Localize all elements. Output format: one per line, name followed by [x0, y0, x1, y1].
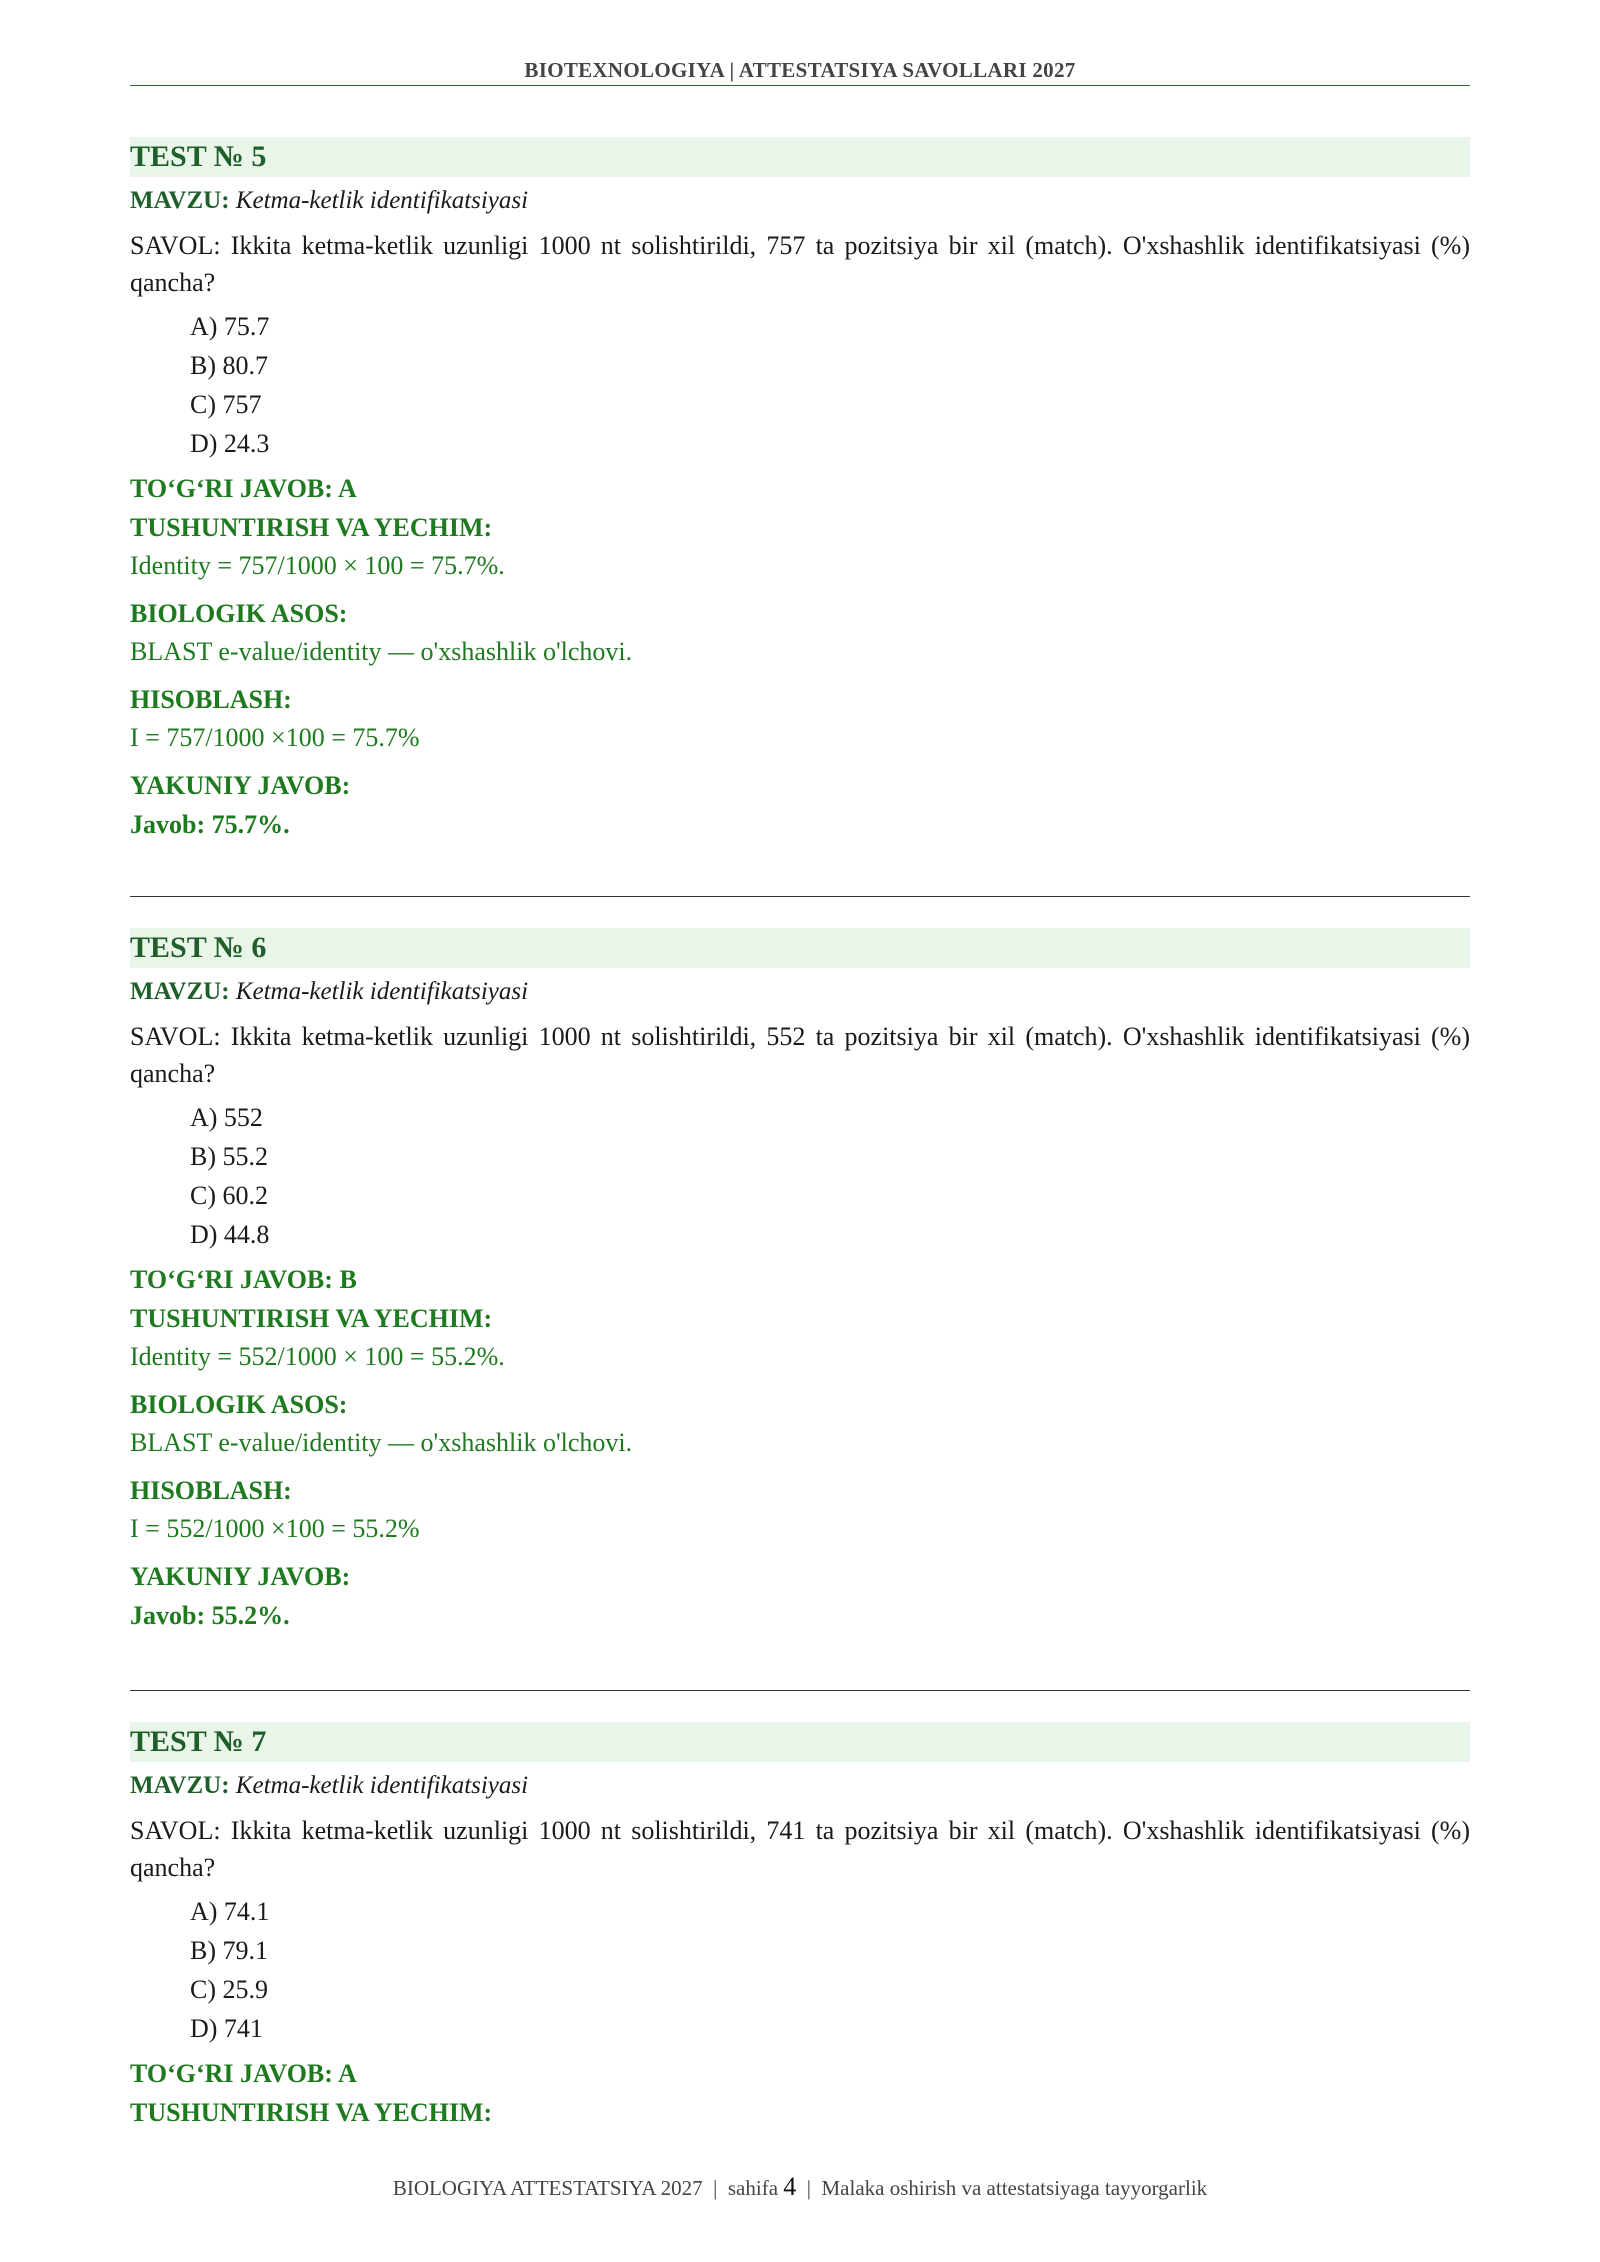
- basis-heading: BIOLOGIK ASOS:: [130, 599, 348, 628]
- topic-line: [130, 976, 1470, 1008]
- test-title: TEST № 6: [130, 928, 1470, 968]
- correct-value: A: [338, 474, 357, 503]
- calc-heading: HISOBLASH:: [130, 685, 292, 714]
- option-c: C) 25.9: [190, 1975, 268, 2004]
- correct-answer: [130, 2054, 1470, 2093]
- calc-text: I = 757/1000 ×100 = 75.7%: [130, 723, 420, 752]
- final-heading: YAKUNIY JAVOB:: [130, 771, 351, 800]
- running-header: BIOTEXNOLOGIYA | ATTESTATSIYA SAVOLLARI 2027: [130, 58, 1470, 86]
- topic-value: Ketma-ketlik identifikatsiyasi: [235, 1772, 529, 1799]
- topic-label: MAVZU:: [130, 187, 230, 214]
- option-a: A) 75.7: [190, 312, 270, 341]
- final-answer: Javob: 55.2%.: [130, 1601, 290, 1630]
- final-answer: Javob: 75.7%.: [130, 810, 290, 839]
- option-a: A) 552: [190, 1103, 263, 1132]
- option-b: B) 79.1: [190, 1936, 268, 1965]
- topic-line: [130, 1770, 1470, 1802]
- footer-page-label: sahifa: [727, 2176, 779, 2200]
- topic-value: Ketma-ketlik identifikatsiyasi: [235, 187, 529, 214]
- explanation-heading: TUSHUNTIRISH VA YECHIM:: [130, 1304, 493, 1333]
- question-text: SAVOL: Ikkita ketma-ketlik uzunligi 1000 nt solishtirildi, 757 ta pozitsiya bir xil (match). O'xshashlik identifikatsiyasi (%) qancha?: [130, 231, 1470, 297]
- page-footer: [130, 2172, 1470, 2202]
- topic-line: [130, 185, 1470, 217]
- option-c: C) 60.2: [190, 1181, 268, 1210]
- question-text: SAVOL: Ikkita ketma-ketlik uzunligi 1000 nt solishtirildi, 741 ta pozitsiya bir xil (match). O'xshashlik identifikatsiyasi (%) qancha?: [130, 1816, 1470, 1882]
- options-list: [130, 1892, 1470, 2048]
- page-number: 4: [783, 2172, 797, 2201]
- topic-value: Ketma-ketlik identifikatsiyasi: [235, 978, 529, 1005]
- test-block: [130, 928, 1470, 1635]
- footer-separator: |: [713, 2176, 718, 2200]
- correct-answer: [130, 469, 1470, 508]
- test-title: TEST № 5: [130, 137, 1470, 177]
- basis-text: BLAST e-value/identity — o'xshashlik o'lchovi.: [130, 1428, 633, 1457]
- calc-heading: HISOBLASH:: [130, 1476, 292, 1505]
- section-divider: [130, 1690, 1470, 1691]
- option-a: A) 74.1: [190, 1897, 270, 1926]
- correct-answer: [130, 1260, 1470, 1299]
- section-divider: [130, 896, 1470, 897]
- option-d: D) 741: [190, 2014, 263, 2043]
- test-block: [130, 137, 1470, 844]
- explanation-heading: TUSHUNTIRISH VA YECHIM:: [130, 513, 493, 542]
- option-b: B) 80.7: [190, 351, 268, 380]
- topic-label: MAVZU:: [130, 978, 230, 1005]
- option-b: B) 55.2: [190, 1142, 268, 1171]
- document-page: [130, 0, 1470, 2262]
- correct-label: TO‘G‘RI JAVOB:: [130, 474, 333, 503]
- topic-label: MAVZU:: [130, 1772, 230, 1799]
- final-heading: YAKUNIY JAVOB:: [130, 1562, 351, 1591]
- options-list: [130, 1098, 1470, 1254]
- explanation-text: Identity = 757/1000 × 100 = 75.7%.: [130, 551, 505, 580]
- basis-text: BLAST e-value/identity — o'xshashlik o'lchovi.: [130, 637, 633, 666]
- correct-label: TO‘G‘RI JAVOB:: [130, 2059, 333, 2088]
- test-title: TEST № 7: [130, 1722, 1470, 1762]
- calc-text: I = 552/1000 ×100 = 55.2%: [130, 1514, 420, 1543]
- footer-separator: |: [806, 2176, 811, 2200]
- test-block: [130, 1722, 1470, 2132]
- correct-value: A: [338, 2059, 357, 2088]
- question-text: SAVOL: Ikkita ketma-ketlik uzunligi 1000 nt solishtirildi, 552 ta pozitsiya bir xil (match). O'xshashlik identifikatsiyasi (%) qancha?: [130, 1022, 1470, 1088]
- options-list: [130, 307, 1470, 463]
- explanation-heading: TUSHUNTIRISH VA YECHIM:: [130, 2098, 493, 2127]
- option-d: D) 24.3: [190, 429, 270, 458]
- option-c: C) 757: [190, 390, 262, 419]
- basis-heading: BIOLOGIK ASOS:: [130, 1390, 348, 1419]
- footer-left: BIOLOGIYA ATTESTATSIYA 2027: [392, 2176, 703, 2200]
- explanation-text: Identity = 552/1000 × 100 = 55.2%.: [130, 1342, 505, 1371]
- correct-label: TO‘G‘RI JAVOB:: [130, 1265, 333, 1294]
- option-d: D) 44.8: [190, 1220, 270, 1249]
- correct-value: B: [339, 1265, 357, 1294]
- footer-right: Malaka oshirish va attestatsiyaga tayyorgarlik: [821, 2176, 1208, 2200]
